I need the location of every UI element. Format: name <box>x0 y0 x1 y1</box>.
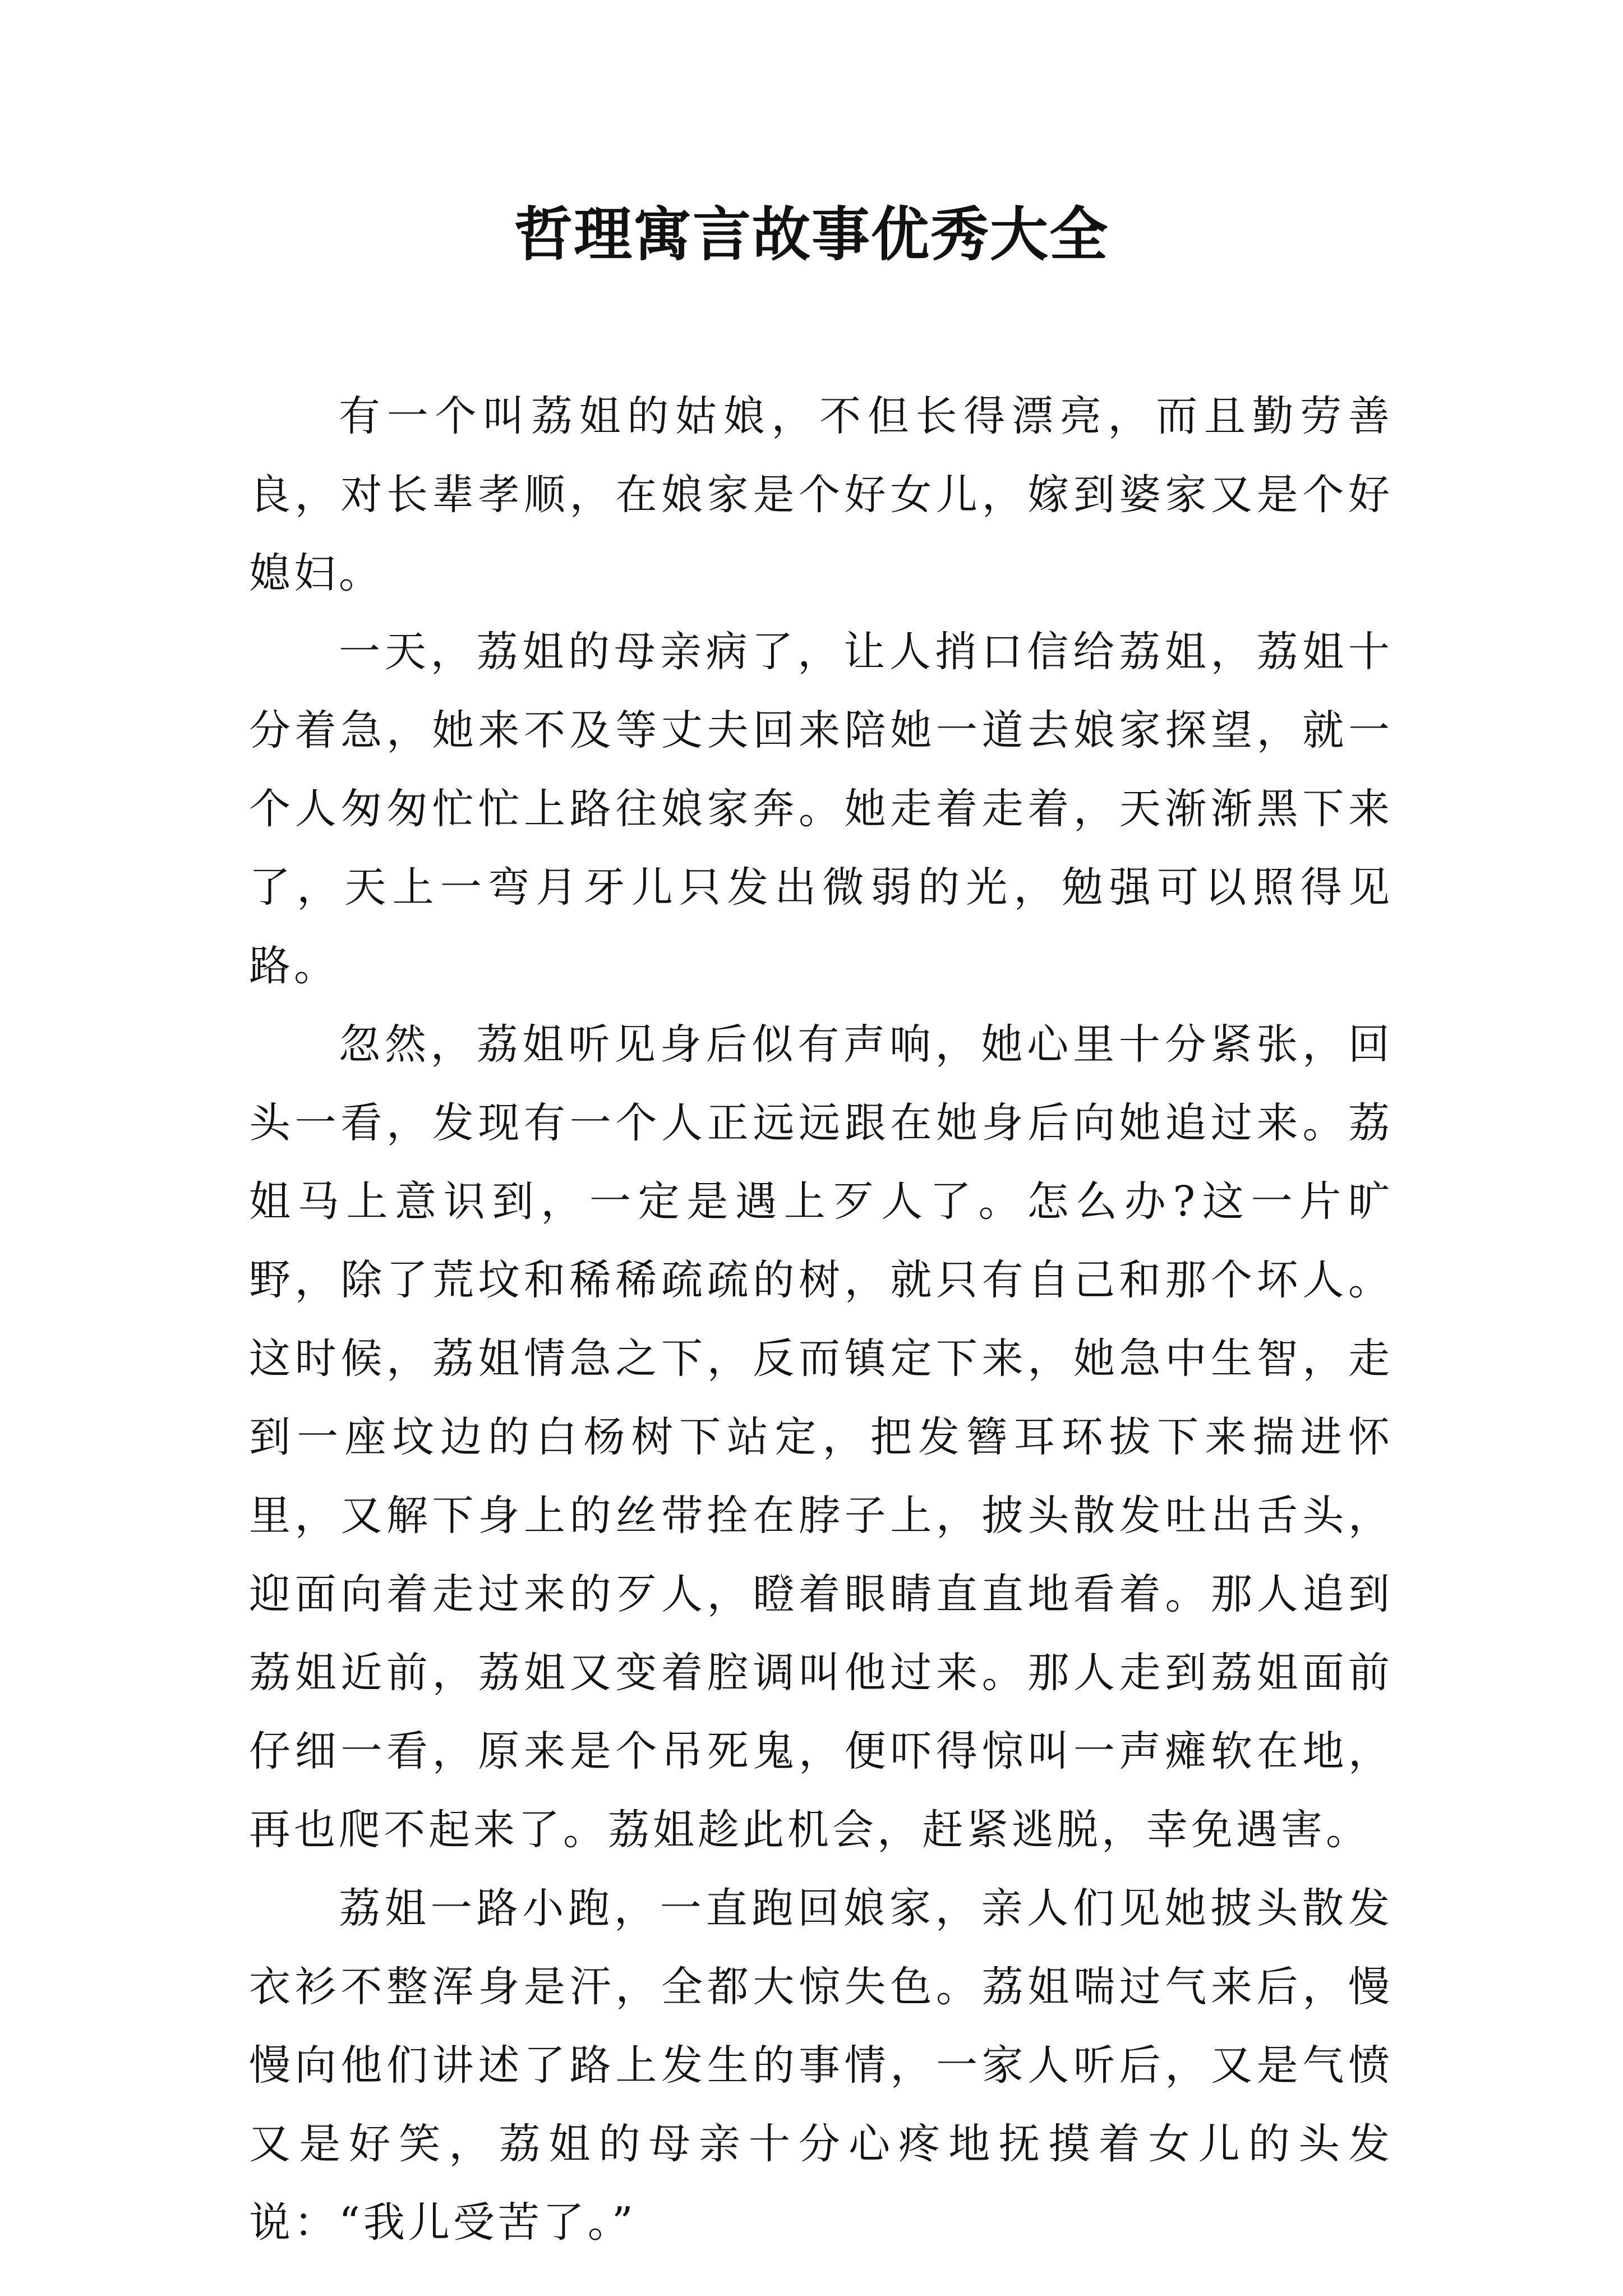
article-body <box>249 377 1393 2262</box>
paragraph-2: 一天，荔姐的母亲病了，让人捎口信给荔姐，荔姐十分着急，她来不及等丈夫回来陪她一道去娘家探望，就一个人匆匆忙忙上路往娘家奔。她走着走着，天渐渐黑下来了，天上一弯月牙儿只发出微弱的光，勉强可以照得见路。 <box>249 628 1393 990</box>
paragraph-3: 忽然，荔姐听见身后似有声响，她心里十分紧张，回头一看，发现有一个人正远远跟在她身后向她追过来。荔姐马上意识到，一定是遇上歹人了。怎么办?这一片旷野，除了荒坟和稀稀疏疏的树，就只有自己和那个坏人。这时候，荔姐情急之下，反而镇定下来，她急中生智，走到一座坟边的白杨树下站定，把发簪耳环拔下来揣进怀里，又解下身上的丝带拴在脖子上，披头散发吐出舌头，迎面向着走过来的歹人，瞪着眼睛直直地看着。那人追到荔姐近前，荔姐又变着腔调叫他过来。那人走到荔姐面前仔细一看，原来是个吊死鬼，便吓得惊叫一声瘫软在地，再也爬不起来了。荔姐趁此机会，赶紧逃脱，幸免遇害。 <box>249 1020 1393 1854</box>
paragraph-4: 荔姐一路小跑，一直跑回娘家，亲人们见她披头散发衣衫不整浑身是汗，全都大惊失色。荔姐喘过气来后，慢慢向他们讲述了路上发生的事情，一家人听后，又是气愤又是好笑，荔姐的母亲十分心疼地抚摸着女儿的头发说：“我儿受苦了。” <box>249 1884 1393 2247</box>
page-title: 哲理寓言故事优秀大全 <box>514 200 1109 269</box>
paragraph-1: 有一个叫荔姐的姑娘，不但长得漂亮，而且勤劳善良，对长辈孝顺，在娘家是个好女儿，嫁到婆家又是个好媳妇。 <box>249 392 1393 597</box>
